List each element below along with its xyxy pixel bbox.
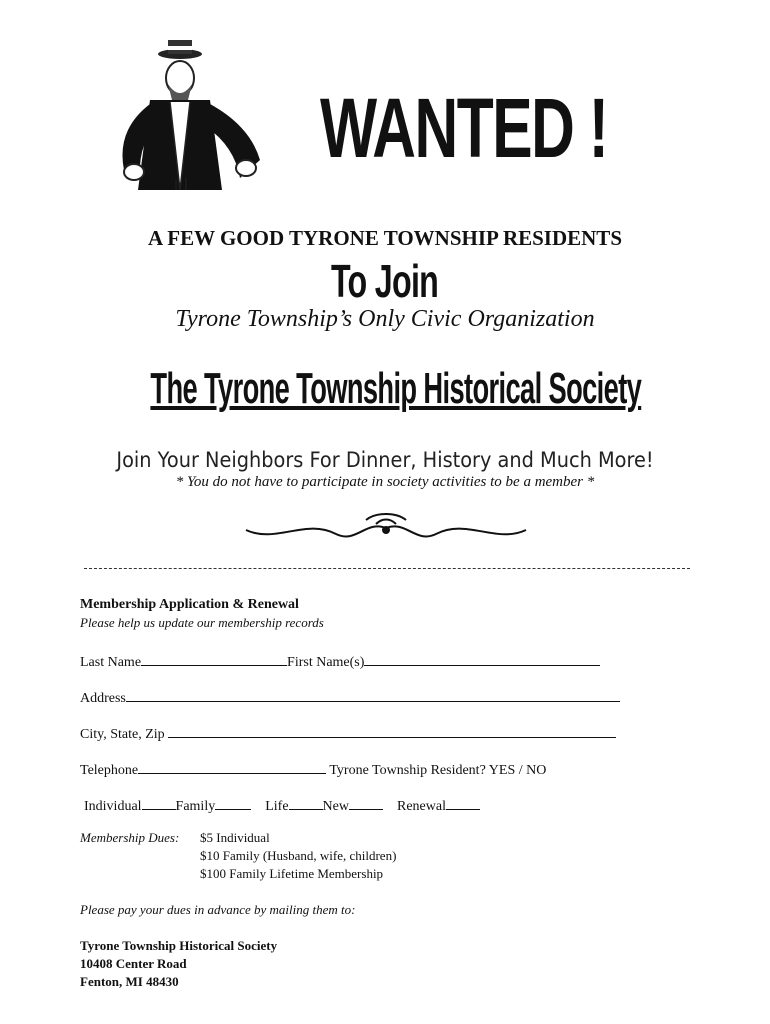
telephone-field[interactable] xyxy=(138,759,326,774)
resident-options[interactable]: YES / NO xyxy=(488,763,547,778)
subheadline: A FEW GOOD TYRONE TOWNSHIP RESIDENTS xyxy=(148,226,622,250)
telephone-row xyxy=(80,759,546,779)
address-row xyxy=(80,687,620,707)
to-join-heading: To Join xyxy=(331,255,439,307)
address-field[interactable] xyxy=(126,687,620,702)
life-label: Life xyxy=(265,799,289,814)
last-name-label: Last Name xyxy=(80,655,142,670)
name-row xyxy=(80,651,600,671)
mailing-name: Tyrone Township Historical Society xyxy=(80,938,278,953)
uncle-sam-illustration xyxy=(110,40,270,190)
new-field[interactable] xyxy=(349,795,383,810)
first-name-label: First Name(s) xyxy=(287,655,365,670)
dues-label: Membership Dues: xyxy=(80,830,180,845)
address-label: Address xyxy=(80,691,126,706)
dues-lifetime: $100 Family Lifetime Membership xyxy=(200,866,384,881)
cut-line xyxy=(84,568,690,569)
resident-label: Tyrone Township Resident? xyxy=(329,763,486,778)
city-field[interactable] xyxy=(168,723,616,738)
renewal-field[interactable] xyxy=(446,795,480,810)
telephone-label: Telephone xyxy=(80,763,139,778)
membership-note: * You do not have to participate in society activities to be a member * xyxy=(175,474,595,490)
civic-tagline: Tyrone Township’s Only Civic Organization xyxy=(175,306,595,332)
form-title: Membership Application & Renewal xyxy=(80,597,299,612)
individual-field[interactable] xyxy=(142,795,176,810)
invite-text: Join Your Neighbors For Dinner, History and Much More! xyxy=(116,448,654,472)
pay-note: Please pay your dues in advance by mailing them to: xyxy=(80,902,356,917)
headline: WANTED ! xyxy=(320,81,608,175)
city-row xyxy=(80,723,616,743)
last-name-field[interactable] xyxy=(141,651,287,666)
first-name-field[interactable] xyxy=(364,651,600,666)
renewal-label: Renewal xyxy=(396,799,446,814)
mailing-street: 10408 Center Road xyxy=(80,956,187,971)
society-title: The Tyrone Township Historical Society xyxy=(150,364,642,413)
city-label: City, State, Zip xyxy=(80,727,165,742)
mailing-city: Fenton, MI 48430 xyxy=(80,974,179,989)
individual-label: Individual xyxy=(84,799,142,814)
family-label: Family xyxy=(175,799,216,814)
membership-type-row xyxy=(84,795,480,815)
dues-individual: $5 Individual xyxy=(200,830,270,845)
family-field[interactable] xyxy=(215,795,251,810)
form-subtitle: Please help us update our membership records xyxy=(80,615,324,630)
new-label: New xyxy=(322,799,349,814)
dues-family: $10 Family (Husband, wife, children) xyxy=(200,848,397,863)
life-field[interactable] xyxy=(289,795,323,810)
ornament-divider xyxy=(236,510,536,550)
